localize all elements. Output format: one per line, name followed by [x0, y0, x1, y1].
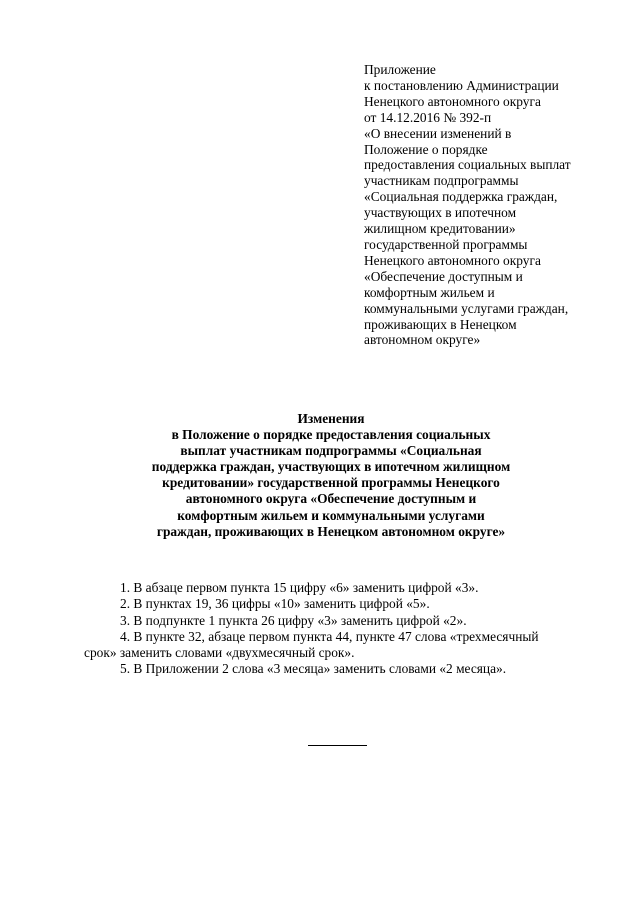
amendment-item: 1. В абзаце первом пункта 15 цифру «6» заменить цифрой «3». — [120, 580, 479, 595]
title-line: комфортным жильем и коммунальными услугами — [177, 507, 485, 523]
appendix-line: государственной программы — [364, 236, 528, 252]
title-line: в Положение о порядке предоставления социальных — [171, 427, 491, 443]
appendix-line: комфортным жильем и — [364, 284, 495, 300]
appendix-line: Положение о порядке — [364, 141, 488, 157]
appendix-line: участвующих в ипотечном — [364, 205, 517, 221]
amendment-item: 4. В пункте 32, абзаце первом пункта 44, пункте 47 слова «трехмесячный — [120, 628, 539, 644]
amendment-item: 2. В пунктах 19, 36 цифры «10» заменить цифрой «5». — [120, 596, 430, 612]
title-line: поддержка граждан, участвующих в ипотечном жилищном — [151, 459, 511, 475]
appendix-line: жилищном кредитовании» — [364, 221, 516, 237]
appendix-line: Ненецкого автономного округа — [364, 252, 541, 268]
appendix-line: участникам подпрограммы — [364, 173, 519, 189]
appendix-line: проживающих в Ненецком — [364, 316, 517, 332]
appendix-line: Ненецкого автономного округа — [364, 93, 541, 109]
amendment-item: 5. В Приложении 2 слова «3 месяца» заменить словами «2 месяца». — [120, 661, 507, 677]
appendix-line: от 14.12.2016 № 392-п — [364, 109, 492, 125]
appendix-line: Приложение — [364, 62, 436, 77]
amendments-list — [84, 580, 564, 678]
title-line: автономного округа «Обеспечение доступным и — [185, 491, 477, 507]
document-title — [100, 411, 562, 540]
title-line: выплат участникам подпрограммы «Социальная — [180, 443, 482, 459]
end-divider — [308, 745, 367, 746]
amendment-item: 3. В подпункте 1 пункта 26 цифру «3» заменить цифрой «2». — [120, 612, 467, 628]
appendix-line: предоставления социальных выплат — [364, 157, 571, 173]
appendix-line: «Обеспечение доступным и — [364, 268, 523, 284]
appendix-header — [364, 62, 636, 348]
title-line: кредитовании» государственной программы Ненецкого — [162, 475, 500, 491]
title-line: Изменения — [297, 411, 365, 426]
appendix-line: к постановлению Администрации — [364, 77, 559, 93]
appendix-line: «О внесении изменений в — [364, 125, 512, 141]
appendix-line: автономном округе» — [364, 332, 481, 348]
title-line: граждан, проживающих в Ненецком автономном округе» — [156, 523, 506, 539]
appendix-line: «Социальная поддержка граждан, — [364, 189, 558, 205]
amendment-item-continuation: срок» заменить словами «двухмесячный срок». — [84, 645, 355, 661]
appendix-line: коммунальными услугами граждан, — [364, 300, 569, 316]
